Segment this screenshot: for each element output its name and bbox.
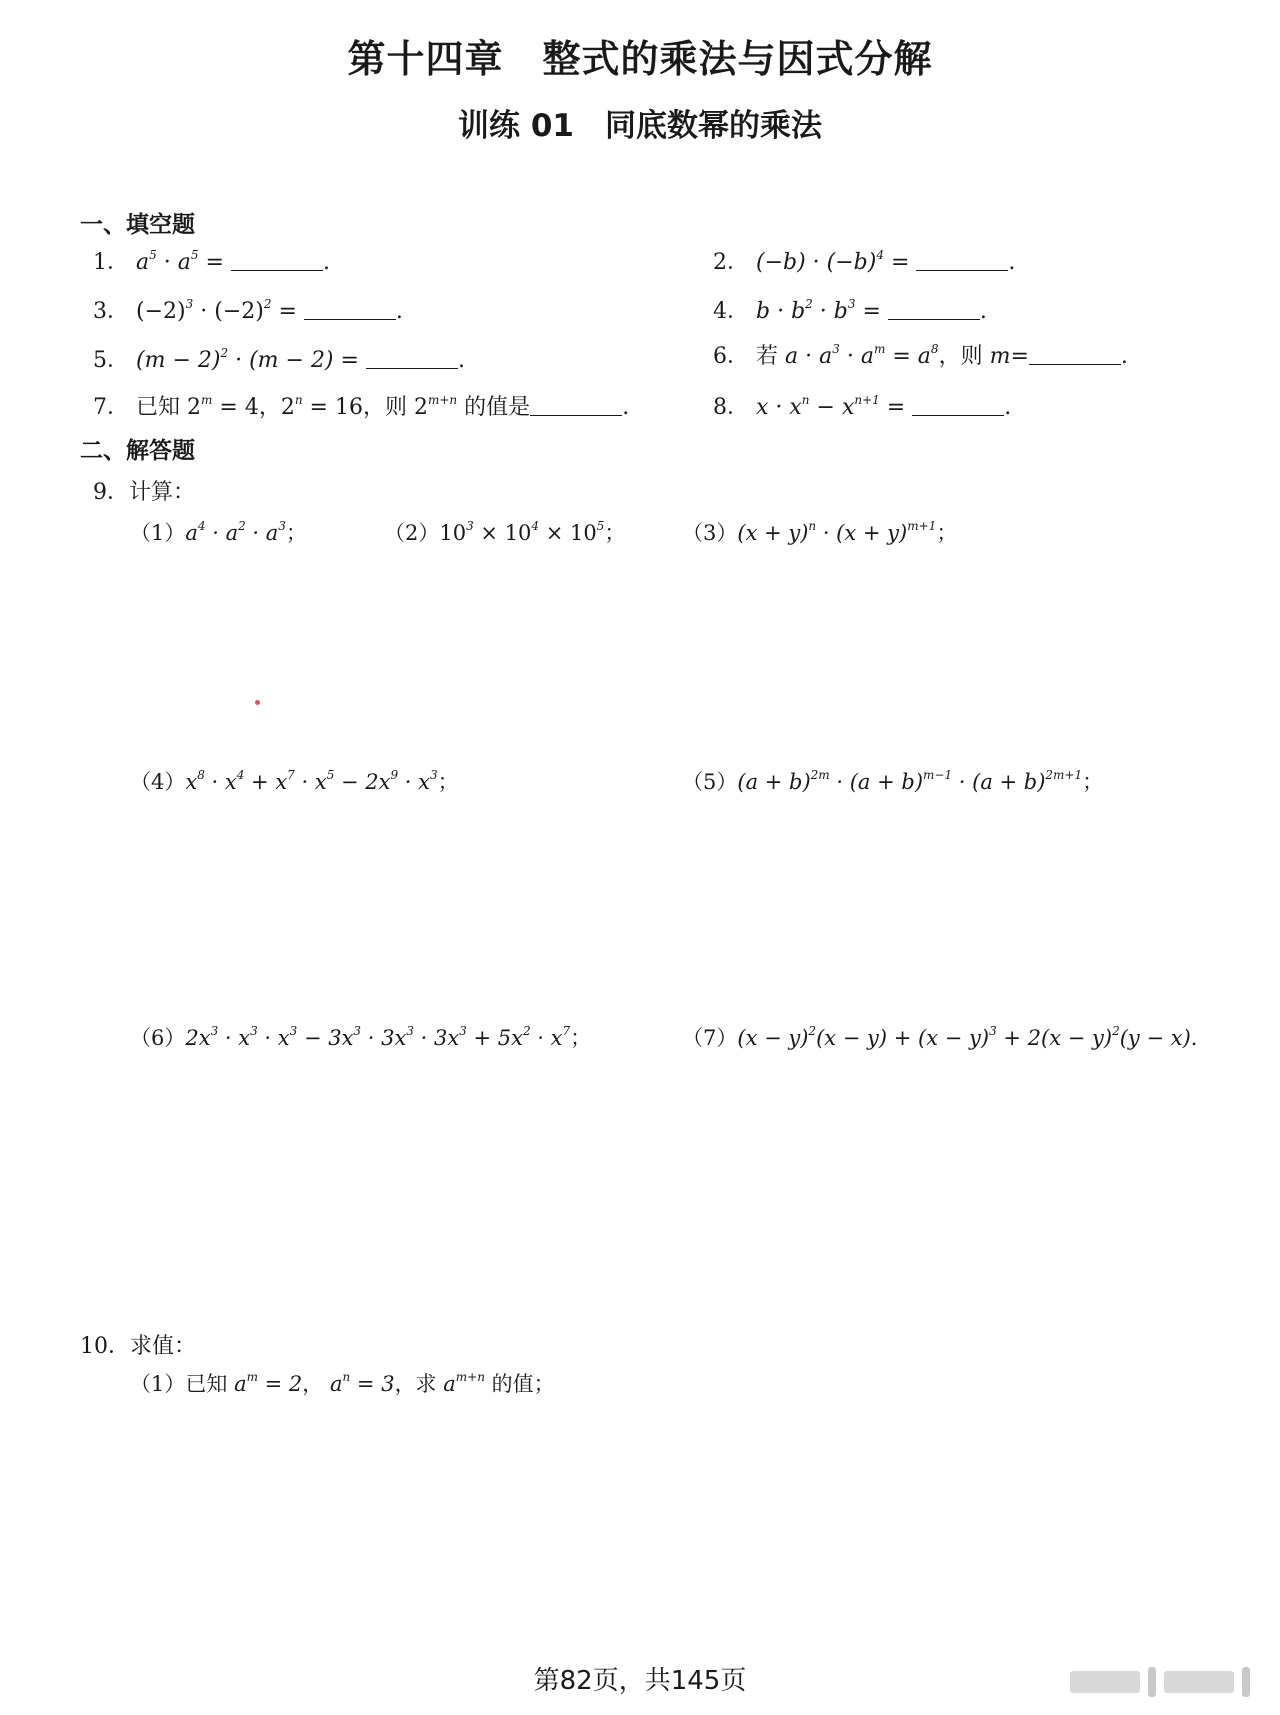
fill-question-3: 3． $(-2)^3 \cdot (-2)^2$ = . xyxy=(93,294,403,325)
question-number: 7． xyxy=(93,395,129,420)
math-expression: $2^{m+n}$ xyxy=(414,393,458,420)
answer-blank xyxy=(1029,346,1121,365)
math-expression: $(-b) \cdot (-b)^4$ = xyxy=(756,248,917,275)
fill-question-4: 4． $b \cdot b^2 \cdot b^3$ = . xyxy=(713,294,987,325)
math-expression: $x \cdot x^n - x^{n+1}$ = xyxy=(756,393,913,420)
math-expression: $a^4 \cdot a^2 \cdot a^3$ xyxy=(185,519,286,545)
question-number: 6． xyxy=(713,344,749,369)
section-answer-title: 二、解答题 xyxy=(80,438,195,464)
punctuation: ， xyxy=(302,1372,324,1396)
chapter-title: 第十四章 整式的乘法与因式分解 xyxy=(347,37,933,81)
q9-part-3: $(3)(x + y)^n \cdot (x + y)^{m+1}$； xyxy=(682,519,958,545)
part-label: （4） xyxy=(130,770,186,794)
q9-part-5: $(5)(a + b)^{2m} \cdot (a + b)^{m-1} \cdot (a + b)^{2m+1}$； xyxy=(682,768,1104,794)
part-label: （2） xyxy=(384,521,440,545)
math-expression: $x^8 \cdot x^4 + x^7 \cdot x^5 - 2x^9 \cdot x^3$ xyxy=(185,768,438,794)
math-expression: $b \cdot b^2 \cdot b^3$ = xyxy=(756,297,888,324)
math-expression: $a^m = 2$ xyxy=(234,1370,303,1396)
fill-question-2: 2． $(-b) \cdot (-b)^4$ = . xyxy=(713,245,1015,276)
fill-question-1: 1． $a^5 \cdot a^5$ = . xyxy=(93,245,330,276)
q10-part-1 xyxy=(130,1368,555,1398)
math-expression: $2x^3 \cdot x^3 \cdot x^3 - 3x^3 \cdot 3x^3 \cdot 3x^3 + 5x^2 \cdot x^7$ xyxy=(185,1024,571,1050)
ink-dot xyxy=(255,700,260,705)
math-expression: $(m - 2)^2 \cdot (m - 2)$ = xyxy=(136,346,366,373)
part-label: （3） xyxy=(682,521,738,545)
part-label: （1） xyxy=(130,521,186,545)
toolbar-segment xyxy=(1164,1671,1234,1693)
question-number: 8． xyxy=(713,395,749,420)
fill-question-5: 5． $(m - 2)^2 \cdot (m - 2)$ = . xyxy=(93,343,465,374)
math-expression: $(x - y)^2(x - y) + (x - y)^3 + 2(x - y)^2(y - x)$ xyxy=(737,1024,1191,1050)
q9-part-2: $(2)10^3 \times 10^4 \times 10^5$； xyxy=(384,519,626,545)
math-expression: $2^m = 4$，$2^n = 16$ xyxy=(187,393,363,420)
toolbar-divider xyxy=(1148,1667,1156,1697)
question-number: 4． xyxy=(713,299,749,324)
scanner-toolbar xyxy=(1070,1665,1270,1699)
question-text: 已知 xyxy=(136,395,181,420)
answer-blank xyxy=(231,252,323,271)
answer-blank xyxy=(366,350,458,369)
math-expression: $(x + y)^n \cdot (x + y)^{m+1}$ xyxy=(737,519,937,545)
question-text: ，求 xyxy=(394,1372,437,1396)
question-text: ，则 xyxy=(362,395,407,420)
part-label: （5） xyxy=(682,770,738,794)
part-label: （6） xyxy=(130,1026,186,1050)
q9-part-7: $(7)(x - y)^2(x - y) + (x - y)^3 + 2(x - y)^2(y - x)$. xyxy=(682,1024,1198,1050)
part-label: （7） xyxy=(682,1026,738,1050)
part-label: （1）已知 xyxy=(130,1372,228,1396)
answer-blank xyxy=(912,397,1004,416)
math-expression: $a^5 \cdot a^5$ = xyxy=(136,248,231,275)
answer-blank xyxy=(916,252,1008,271)
question-text: 若 xyxy=(756,344,779,369)
question-text: 的值； xyxy=(491,1372,555,1396)
question-number: 2． xyxy=(713,250,749,275)
question-number: 3． xyxy=(93,299,129,324)
q9-part-6: $(6)2x^3 \cdot x^3 \cdot x^3 - 3x^3 \cdot 3x^3 \cdot 3x^3 + 5x^2 \cdot x^7$； xyxy=(130,1024,592,1050)
question-number: 1． xyxy=(93,250,129,275)
toolbar-segment xyxy=(1070,1671,1140,1693)
question-9-label: 9．计算： xyxy=(93,480,195,505)
question-text: 的值是 xyxy=(464,395,531,420)
math-expression: $(-2)^3 \cdot (-2)^2$ = xyxy=(136,297,304,324)
fill-question-6: 6． 若 $a \cdot a^3 \cdot a^m = a^8$，则 m= . xyxy=(713,339,1128,370)
section-fill-in-title: 一、填空题 xyxy=(80,212,195,238)
fill-question-8: 8． $x \cdot x^n - x^{n+1}$ = . xyxy=(713,390,1011,421)
answer-blank xyxy=(888,301,980,320)
question-10-label: 10．求值： xyxy=(80,1334,196,1359)
q9-part-4: $(4)x^8 \cdot x^4 + x^7 \cdot x^5 - 2x^9 \cdot x^3$； xyxy=(130,768,459,794)
math-expression: $a \cdot a^3 \cdot a^m = a^8$ xyxy=(785,342,939,369)
toolbar-divider xyxy=(1242,1667,1250,1697)
q9-part-1: $(1)a^4 \cdot a^2 \cdot a^3$； xyxy=(130,519,307,545)
answer-blank xyxy=(530,397,622,416)
page-indicator: 第82页，共145页 xyxy=(533,1666,747,1696)
question-number: 5． xyxy=(93,348,129,373)
lesson-title: 训练 01 同底数幂的乘法 xyxy=(458,108,822,144)
math-expression: $10^3 \times 10^4 \times 10^5$ xyxy=(439,519,605,545)
math-expression: $(a + b)^{2m} \cdot (a + b)^{m-1} \cdot (a + b)^{2m+1}$ xyxy=(737,768,1083,794)
fill-question-7: 7． 已知 $2^m = 4$，$2^n = 16$，则 $2^{m+n}$ 的值是 . xyxy=(93,390,629,421)
question-text: ，则 xyxy=(938,344,983,369)
answer-blank xyxy=(304,301,396,320)
math-expression: $a^{m+n}$ xyxy=(443,1370,485,1396)
math-expression: $a^n = 3$ xyxy=(329,1370,395,1396)
